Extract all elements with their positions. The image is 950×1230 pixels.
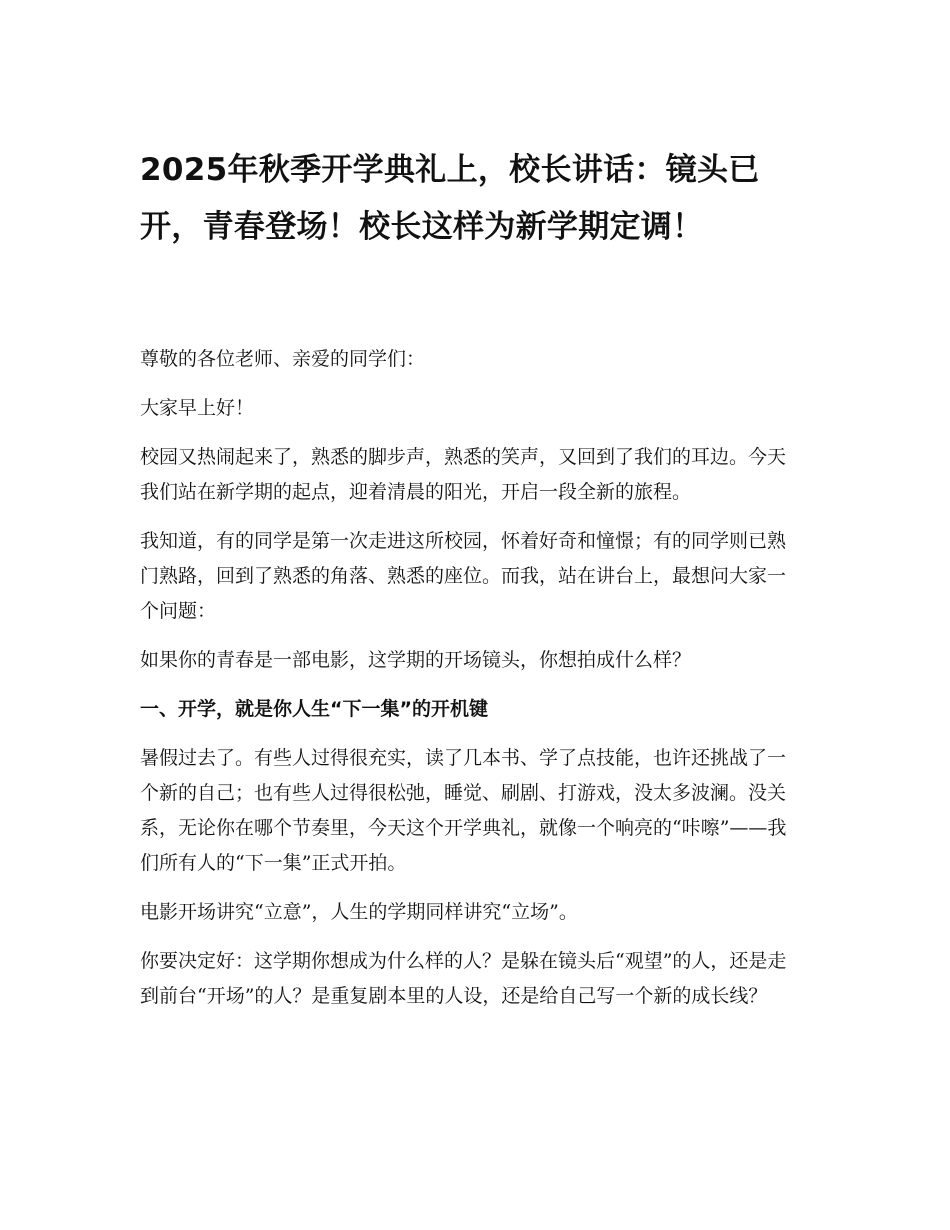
section-heading-1: 一、开学，就是你人生“下一集”的开机键 [140, 698, 488, 720]
paragraph-salutation: 尊敬的各位老师、亲爱的同学们： [140, 348, 426, 370]
paragraph-greeting: 大家早上好！ [140, 397, 255, 419]
paragraph-students: 我知道，有的同学是第一次走进这所校园，怀着好奇和憧憬；有的同学则已熟门熟路，回到了熟悉的角落、熟悉的座位。而我，站在讲台上，最想问大家一个问题： [140, 530, 787, 622]
paragraph-summer: 暑假过去了。有些人过得很充实，读了几本书、学了点技能，也许还挑战了一个新的自己；也有些人过得很松弛，睡觉、刷剧、打游戏，没太多波澜。没关系，无论你在哪个节奏里，今天这个开学典礼，就像一个响亮的“咔嚓”——我们所有人的“下一集”正式开拍。 [140, 747, 787, 874]
paragraph-question: 如果你的青春是一部电影，这学期的开场镜头，你想拍成什么样？ [140, 649, 692, 671]
document-body [140, 342, 800, 1014]
paragraph-stance: 电影开场讲究“立意”，人生的学期同样讲究“立场”。 [140, 901, 578, 923]
document-page [140, 142, 800, 1028]
document-title: 2025年秋季开学典礼上，校长讲话：镜头已开，青春登场！校长这样为新学期定调！ [140, 152, 760, 245]
paragraph-campus: 校园又热闹起来了，熟悉的脚步声，熟悉的笑声，又回到了我们的耳边。今天我们站在新学期的起点，迎着清晨的阳光，开启一段全新的旅程。 [140, 446, 787, 503]
paragraph-decide: 你要决定好：这学期你想成为什么样的人？是躲在镜头后“观望”的人，还是走到前台“开场”的人？是重复剧本里的人设，还是给自己写一个新的成长线？ [140, 950, 787, 1007]
